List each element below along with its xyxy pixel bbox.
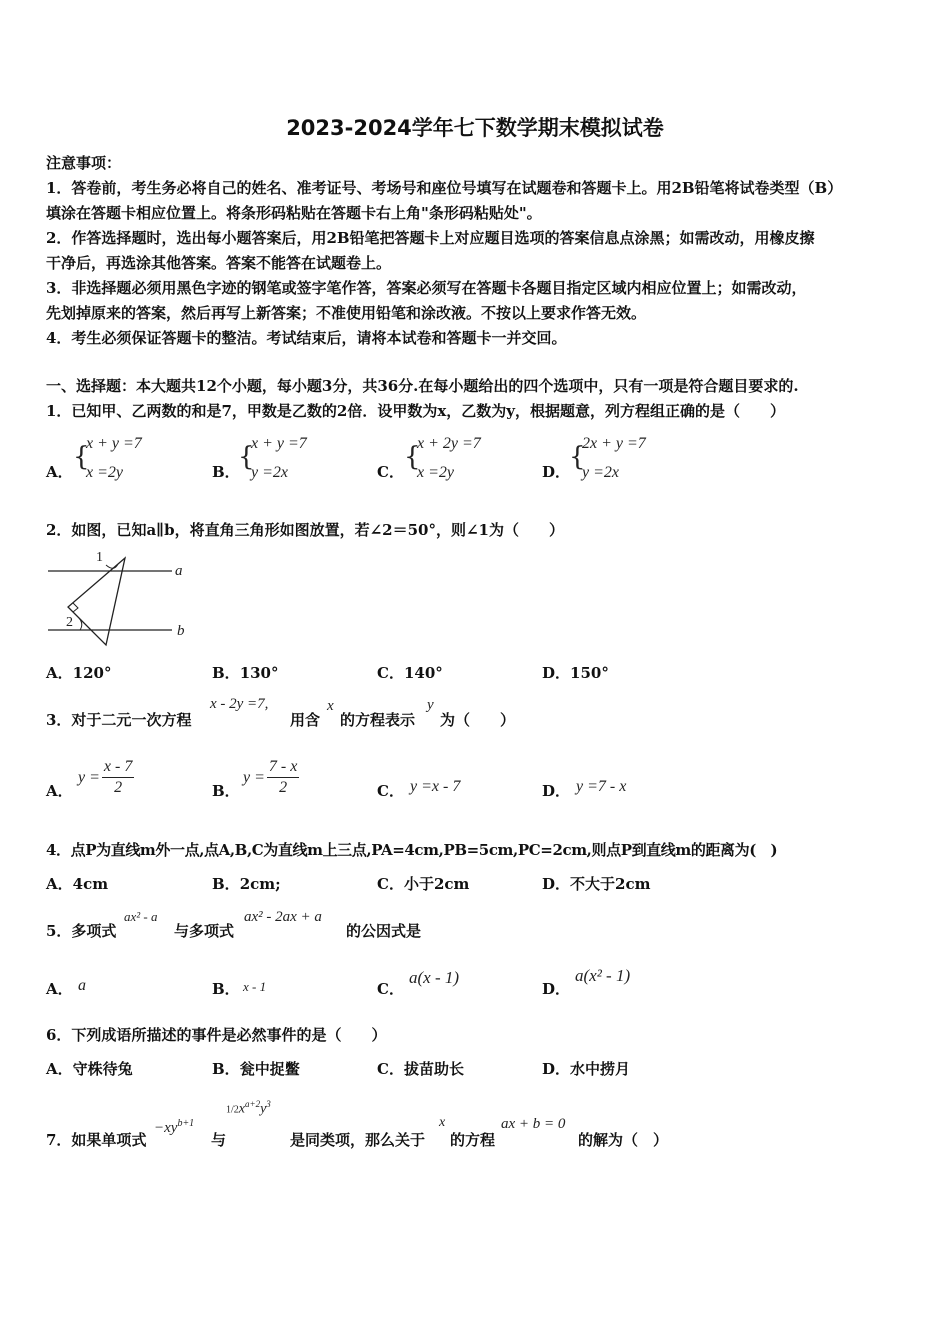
q7-equation: ax + b = 0 [501, 1116, 566, 1132]
q5-option-a-label: A． [46, 980, 73, 998]
question-7-stem-mid2: 是同类项，那么关于 [290, 1131, 426, 1149]
q5-poly-1: ax² - a [124, 909, 158, 924]
q5-option-d-expr: a(x² - 1) [575, 966, 631, 985]
q3-option-d-label: D． [542, 782, 571, 800]
q1-option-a-eq-bottom: x =2y [86, 464, 123, 481]
question-7-stem-mid3: 的方程 [450, 1131, 496, 1149]
question-5-stem-mid: 与多项式 [174, 922, 235, 940]
q1-option-c-eq-bottom: x =2y [417, 464, 454, 481]
q5-option-c-label: C． [377, 980, 404, 998]
q1-option-b-eq-bottom: y =2x [251, 464, 288, 481]
q1-option-b-eq-top: x + y =7 [251, 435, 307, 452]
notice-line: 4．考生必须保证答题卡的整洁。考试结束后，请将本试卷和答题卡一并交回。 [46, 329, 567, 347]
right-angle-mark [73, 603, 78, 612]
question-3-stem-mid2: 的方程表示 [340, 711, 416, 729]
q1-option-b-brace: { [238, 442, 255, 472]
notice-heading: 注意事项： [46, 154, 122, 172]
q1-option-c-label: C． [377, 463, 404, 481]
q7-monomial-2: $1/2x^{a+2}y^3$ [226, 1099, 271, 1117]
question-5-stem-post: 的公因式是 [346, 922, 422, 940]
question-6-stem: 6．下列成语所描述的事件是必然事件的是（ ） [46, 1026, 387, 1044]
angle-2-label: 2 [66, 615, 73, 630]
page-title: 2023-2024学年七下数学期末模拟试卷 [286, 116, 664, 140]
notice-line: 1．答卷前，考生务必将自己的姓名、准考证号、考场号和座位号填写在试题卷和答题卡上。用2B铅笔将试卷类型（B） [46, 179, 843, 197]
q6-option-a: A．守株待兔 [46, 1060, 133, 1078]
notice-line: 干净后，再选涂其他答案。答案不能答在试题卷上。 [46, 254, 392, 272]
angle-1-label: 1 [96, 550, 103, 565]
line-a-label: a [175, 563, 183, 579]
q5-option-c-expr: a(x - 1) [409, 968, 460, 987]
q6-option-b: B．瓮中捉鳖 [212, 1060, 300, 1078]
q1-option-d-label: D． [542, 463, 571, 481]
q4-option-d: D．不大于2cm [542, 875, 651, 893]
q1-option-d-brace: { [569, 442, 586, 472]
angle-1-arc [106, 564, 118, 568]
q5-option-b-expr: x - 1 [243, 979, 267, 994]
q3-option-b-expr: y = $\frac{7 - x}{2}$ [243, 758, 298, 796]
q3-var-y: y [427, 697, 434, 713]
q1-option-a-eq-top: x + y =7 [86, 435, 142, 452]
notice-line: 先划掉原来的答案，然后再写上新答案；不准使用铅笔和涂改液。不按以上要求作答无效。 [46, 304, 647, 322]
q2-option-c: C．140° [377, 664, 443, 682]
q4-option-c: C．小于2cm [377, 875, 470, 893]
section-heading: 一、选择题：本大题共12个小题，每小题3分，共36分.在每小题给出的四个选项中，只有一项是符合题目要求的. [46, 377, 799, 395]
q3-option-c-expr: y =x - 7 [410, 778, 461, 795]
question-3-stem-mid: 用含 [290, 711, 321, 729]
q1-option-a-brace: { [73, 442, 90, 472]
q3-var-x: x [327, 698, 334, 714]
q5-option-a-expr: a [78, 977, 86, 994]
q2-option-a: A．120° [46, 664, 112, 682]
q4-option-a: A．4cm [46, 875, 109, 893]
q1-option-b-label: B． [212, 463, 240, 481]
q3-option-d-expr: y =7 - x [576, 778, 627, 795]
q2-option-d: D．150° [542, 664, 609, 682]
line-b-label: b [177, 623, 185, 639]
q3-option-b-label: B． [212, 782, 240, 800]
q7-monomial-1: $-xy^{b+1}$ [154, 1118, 195, 1136]
question-4-stem: 4．点P为直线m外一点,点A,B,C为直线m上三点,PA=4cm,PB=5cm,PC=2cm,则点P到直线m的距离为( ) [46, 841, 778, 859]
q4-option-b: B．2cm; [212, 875, 281, 893]
q2-figure [44, 546, 194, 651]
question-7-stem-post: 的解为（ ） [578, 1131, 669, 1149]
q6-option-c: C．拔苗助长 [377, 1060, 464, 1078]
q1-option-a-label: A． [46, 463, 73, 481]
q1-option-d-eq-top: 2x + y =7 [582, 435, 646, 452]
question-7-stem-mid: 与 [211, 1131, 227, 1149]
q1-option-c-brace: { [404, 442, 421, 472]
question-3-stem-pre: 3．对于二元一次方程 [46, 711, 192, 729]
q7-var-x: x [439, 1115, 446, 1130]
q5-option-b-label: B． [212, 980, 240, 998]
q3-option-a-expr: y = $\frac{x - 7}{2}$ [78, 758, 133, 796]
q5-poly-2: ax² - 2ax + a [244, 909, 322, 925]
q5-option-d-label: D． [542, 980, 571, 998]
question-3-stem-post: 为（ ） [440, 711, 516, 729]
q3-option-a-label: A． [46, 782, 73, 800]
question-7-stem-pre: 7．如果单项式 [46, 1131, 147, 1149]
q2-option-b: B．130° [212, 664, 279, 682]
question-2-stem: 2．如图，已知a∥b，将直角三角形如图放置，若∠2＝50°，则∠1为（ ） [46, 521, 564, 539]
notice-line: 填涂在答题卡相应位置上。将条形码粘贴在答题卡右上角"条形码粘贴处"。 [46, 204, 542, 222]
q1-option-d-eq-bottom: y =2x [582, 464, 619, 481]
notice-line: 2．作答选择题时，选出每小题答案后，用2B铅笔把答题卡上对应题目选项的答案信息点涂黑；如需改动，用橡皮擦 [46, 229, 815, 247]
q3-equation: x - 2y =7, [210, 696, 269, 712]
q6-option-d: D．水中捞月 [542, 1060, 631, 1078]
q3-option-c-label: C． [377, 782, 404, 800]
question-1-stem: 1．已知甲、乙两数的和是7，甲数是乙数的2倍．设甲数为x，乙数为y，根据题意，列方程组正确的是（ ） [46, 402, 785, 420]
q1-option-c-eq-top: x + 2y =7 [417, 435, 481, 452]
notice-line: 3．非选择题必须用黑色字迹的钢笔或签字笔作答，答案必须写在答题卡各题目指定区域内相应位置上；如需改动， [46, 279, 807, 297]
question-5-stem-pre: 5．多项式 [46, 922, 117, 940]
